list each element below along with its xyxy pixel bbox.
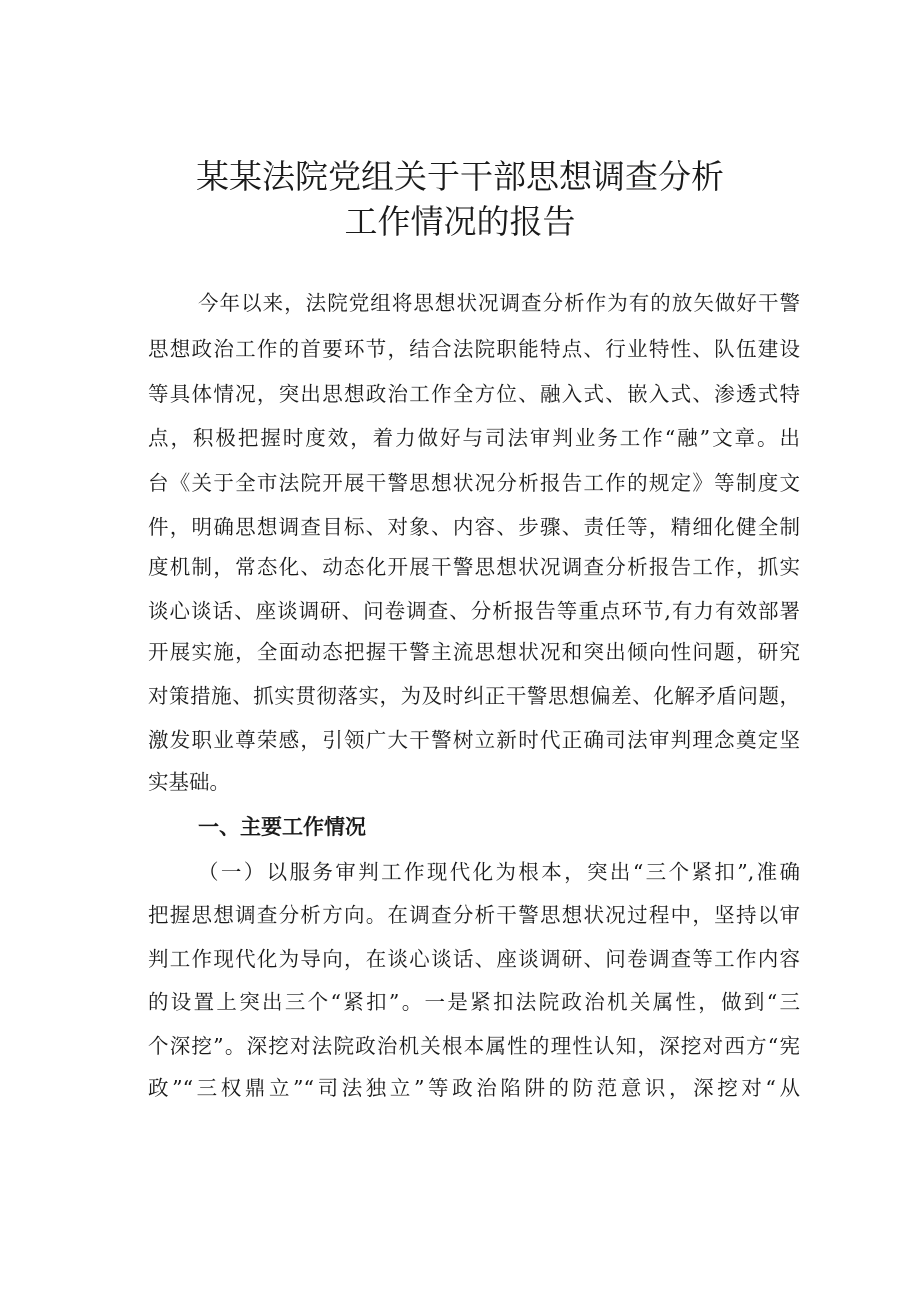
paragraph-line: 把握思想调查分析方向。在调查分析干警思想状况过程中，坚持以审: [148, 903, 800, 927]
paragraph-line: 政”“三权鼎立”“司法独立”等政治陷阱的防范意识，深挖对“从: [148, 1076, 800, 1100]
paragraph-line: 今年以来，法院党组将思想状况调查分析作为有的放矢做好干警: [198, 291, 800, 315]
document-title-line-2: 工作情况的报告: [344, 202, 576, 241]
paragraph-line: 点，积极把握时度效，着力做好与司法审判业务工作“融”文章。出: [148, 426, 800, 450]
paragraph-line: 的设置上突出三个“紧扣”。一是紧扣法院政治机关属性，做到“三: [148, 990, 800, 1014]
paragraph-line: 台《关于全市法院开展干警思想状况分析报告工作的规定》等制度文: [148, 471, 800, 495]
document-title-line-1: 某某法院党组关于干部思想调查分析: [196, 157, 724, 196]
paragraph-line: 度机制，常态化、动态化开展干警思想状况调查分析报告工作，抓实: [148, 555, 800, 579]
paragraph-line: 思想政治工作的首要环节，结合法院职能特点、行业特性、队伍建设: [148, 337, 800, 361]
paragraph-line: 开展实施，全面动态把握干警主流思想状况和突出倾向性问题，研究: [148, 640, 800, 664]
section-heading: 一、主要工作情况: [198, 815, 366, 839]
paragraph-line: 实基础。: [148, 770, 230, 794]
paragraph-line: 件，明确思想调查目标、对象、内容、步骤、责任等，精细化健全制: [148, 515, 800, 539]
paragraph-line: 激发职业尊荣感，引领广大干警树立新时代正确司法审判理念奠定坚: [148, 728, 800, 752]
paragraph-line: （一）以服务审判工作现代化为根本，突出“三个紧扣”,准确: [198, 860, 800, 884]
paragraph-line: 个深挖”。深挖对法院政治机关根本属性的理性认知，深挖对西方“宪: [148, 1034, 800, 1058]
paragraph-line: 判工作现代化为导向，在谈心谈话、座谈调研、问卷调查等工作内容: [148, 947, 800, 971]
paragraph-line: 对策措施、抓实贯彻落实，为及时纠正干警思想偏差、化解矛盾问题，: [148, 684, 800, 708]
paragraph-line: 谈心谈话、座谈调研、问卷调查、分析报告等重点环节,有力有效部署: [148, 599, 800, 623]
paragraph-line: 等具体情况，突出思想政治工作全方位、融入式、嵌入式、渗透式特: [148, 382, 800, 406]
